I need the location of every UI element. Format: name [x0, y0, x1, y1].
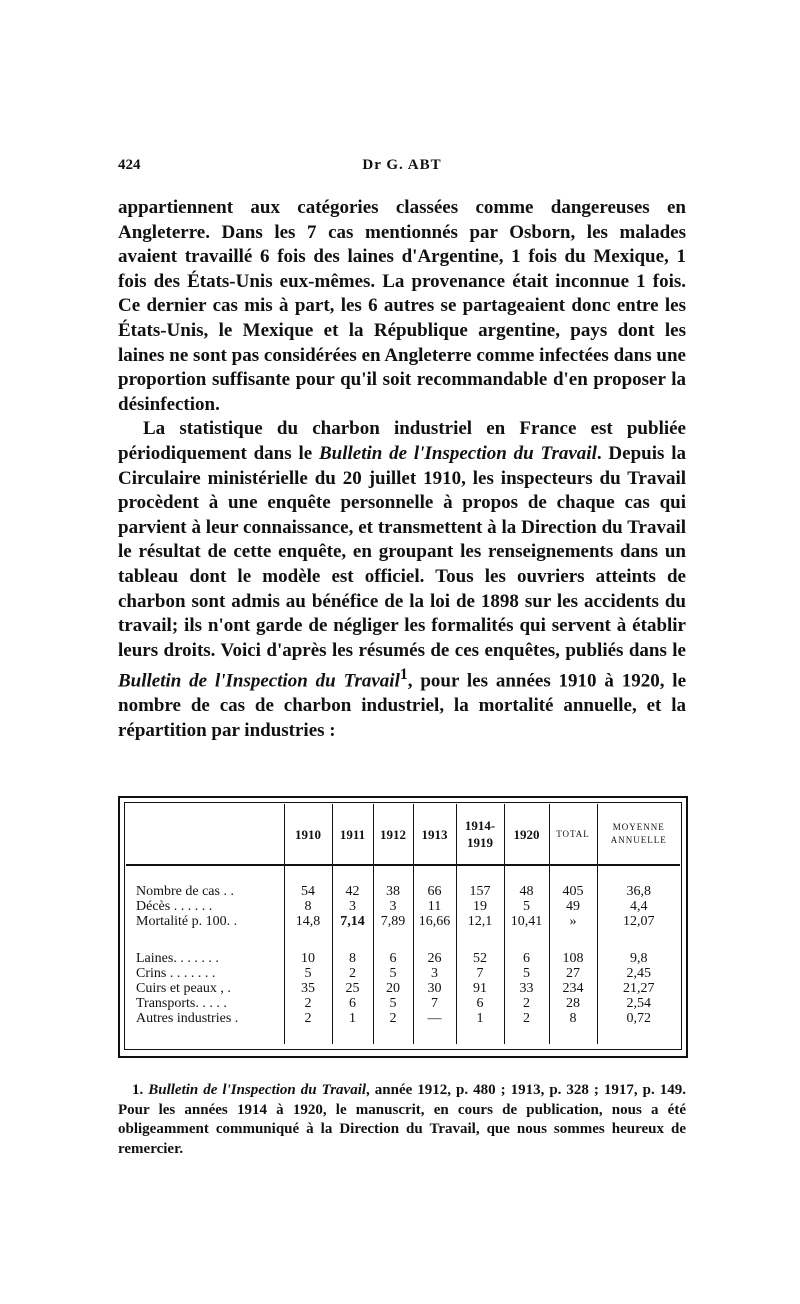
cell: 5	[504, 899, 549, 914]
cell: 20	[373, 981, 413, 996]
header-1912: 1912	[373, 804, 413, 865]
p2-part-b: . Depuis la Circulaire ministérielle du 20 juillet 1910, les inspecteurs du Travail procèdent à une enquête personnelle à propos de chaque cas qui parvient à leur connaissance, et transmettent à la Direction du Travail le résultat de cette enquête, en groupant les renseignements dans un tableau dont le modèle est officiel. Tous les ouvriers atteints de charbon sont admis au bénéfice de la loi de 1898 sur les accidents du travail; ils n'ont garde de négliger les formalités qui servent à établir leurs droits. Voici d'après les résumés de ces enquêtes, publiés dans le	[118, 442, 686, 661]
cell: 26	[413, 951, 456, 966]
cell: 6	[332, 996, 373, 1011]
cell: 54	[284, 884, 332, 899]
cell: 234	[549, 981, 597, 996]
header-1920: 1920	[504, 804, 549, 865]
table-header-row	[126, 804, 680, 865]
paragraph-2	[118, 417, 686, 743]
row-label: Nombre de cas . .	[136, 884, 234, 899]
cell: 4,4	[597, 899, 680, 914]
footnote-italic: Bulletin de l'Inspection du Travail	[148, 1082, 367, 1098]
header-1919: 1919	[467, 835, 493, 850]
cell: 38	[373, 884, 413, 899]
page-number: 424	[118, 157, 141, 173]
cell: »	[549, 914, 597, 929]
cell: 10,41	[504, 914, 549, 929]
header-moyenne: MOYENNE	[612, 822, 665, 832]
table-row	[126, 996, 680, 1011]
row-label: Crins . . . . . . .	[136, 966, 216, 981]
page-header	[118, 157, 686, 181]
cell: 16,66	[413, 914, 456, 929]
cell: 7	[456, 966, 504, 981]
table-row	[126, 884, 680, 899]
cell: 42	[332, 884, 373, 899]
footnote-text	[118, 1081, 686, 1159]
cell: 27	[549, 966, 597, 981]
cell: 33	[504, 981, 549, 996]
cell: 11	[413, 899, 456, 914]
cell: 1	[332, 1011, 373, 1026]
cell: 91	[456, 981, 504, 996]
p2-part-a: La statistique du charbon industriel en France est publiée périodiquement dans le	[118, 418, 686, 464]
statistics-table	[126, 804, 680, 1044]
cell: 2	[373, 1011, 413, 1026]
cell: 19	[456, 899, 504, 914]
header-1913: 1913	[413, 804, 456, 865]
cell: 14,8	[284, 914, 332, 929]
cell: 25	[332, 981, 373, 996]
cell: 157	[456, 884, 504, 899]
header-label-cell	[126, 804, 284, 865]
row-label: Autres industries .	[136, 1011, 239, 1026]
cell: 2	[284, 1011, 332, 1026]
cell: 3	[413, 966, 456, 981]
cell: 6	[373, 951, 413, 966]
footnote-ref: 1	[399, 666, 408, 684]
cell: 0,72	[597, 1011, 680, 1026]
p2-italic-1: Bulletin de l'Inspection du Travail	[319, 442, 597, 464]
cell: 2	[332, 966, 373, 981]
cell: —	[413, 1011, 456, 1026]
header-1911: 1911	[332, 804, 373, 865]
cell: 6	[504, 951, 549, 966]
cell: 5	[284, 966, 332, 981]
row-label: Décès . . . . . .	[136, 899, 213, 914]
cell: 1	[456, 1011, 504, 1026]
header-annuelle: ANNUELLE	[610, 835, 667, 845]
cell: 108	[549, 951, 597, 966]
row-label: Mortalité p. 100. .	[136, 914, 238, 929]
cell: 7,14	[332, 914, 373, 929]
cell: 2,45	[597, 966, 680, 981]
footnote-body: , année 1912, p. 480 ; 1913, p. 328 ; 1917, p. 149. Pour les années 1914 à 1920, le manuscrit, en cours de publication, nous a été obligeamment communiqué à la Direction du Travail, que nous sommes heureux de remercier.	[118, 1082, 686, 1157]
cell: 7	[413, 996, 456, 1011]
paragraph-1: appartiennent aux catégories classées comme dangereuses en Angleterre. Dans les 7 cas mentionnés par Osborn, les malades avaient travaillé 6 fois des laines d'Argentine, 1 fois du Mexique, 1 fois des États-Unis eux-mêmes. La provenance était inconnue 1 fois. Ce dernier cas mis à part, les 6 autres se partageaient donc entre les États-Unis, le Mexique et la République argentine, pays dont les laines ne sont pas considérées en Angleterre comme infectées dans une proportion suffisante pour qu'il soit recommandable d'en proposer la désinfection.	[118, 197, 686, 415]
body-text	[118, 196, 686, 743]
table-row	[126, 1011, 680, 1026]
cell: 2	[504, 1011, 549, 1026]
table-row	[126, 966, 680, 981]
cell: 30	[413, 981, 456, 996]
cell: 52	[456, 951, 504, 966]
cell: 36,8	[597, 884, 680, 899]
cell: 2	[504, 996, 549, 1011]
table-spacer-row	[126, 929, 680, 951]
cell: 7,89	[373, 914, 413, 929]
cell: 8	[284, 899, 332, 914]
cell: 21,27	[597, 981, 680, 996]
cell: 28	[549, 996, 597, 1011]
cell: 12,07	[597, 914, 680, 929]
table-row	[126, 899, 680, 914]
running-title: Dr G. ABT	[362, 157, 442, 173]
p2-part-c: , pour les années 1910 à 1920, le nombre de cas de charbon industriel, la mortalité annuelle, et la répartition par industries :	[118, 670, 687, 741]
header-total: TOTAL	[549, 804, 597, 865]
row-label: Laines. . . . . . .	[136, 951, 219, 966]
table-spacer-row	[126, 865, 680, 884]
cell: 8	[549, 1011, 597, 1026]
cell: 8	[332, 951, 373, 966]
row-label: Cuirs et peaux , .	[136, 981, 231, 996]
cell: 6	[456, 996, 504, 1011]
header-1910: 1910	[284, 804, 332, 865]
p2-italic-2: Bulletin de l'Inspection du Travail	[118, 670, 400, 692]
cell: 35	[284, 981, 332, 996]
table-row	[126, 914, 680, 929]
header-1914-1919	[456, 804, 504, 865]
header-1914: 1914-	[464, 818, 496, 833]
header-moyenne-annuelle	[597, 804, 680, 865]
row-label: Transports. . . . .	[136, 996, 227, 1011]
cell: 10	[284, 951, 332, 966]
footnote	[118, 1081, 686, 1159]
table-spacer-row	[126, 1026, 680, 1044]
table-row	[126, 981, 680, 996]
cell: 3	[373, 899, 413, 914]
statistics-table-wrapper	[118, 796, 688, 1058]
cell: 66	[413, 884, 456, 899]
cell: 5	[504, 966, 549, 981]
cell: 405	[549, 884, 597, 899]
cell: 48	[504, 884, 549, 899]
table-row	[126, 951, 680, 966]
cell: 12,1	[456, 914, 504, 929]
cell: 5	[373, 966, 413, 981]
cell: 2,54	[597, 996, 680, 1011]
cell: 49	[549, 899, 597, 914]
cell: 3	[332, 899, 373, 914]
cell: 9,8	[597, 951, 680, 966]
cell: 2	[284, 996, 332, 1011]
footnote-number: 1.	[132, 1082, 144, 1098]
cell: 5	[373, 996, 413, 1011]
